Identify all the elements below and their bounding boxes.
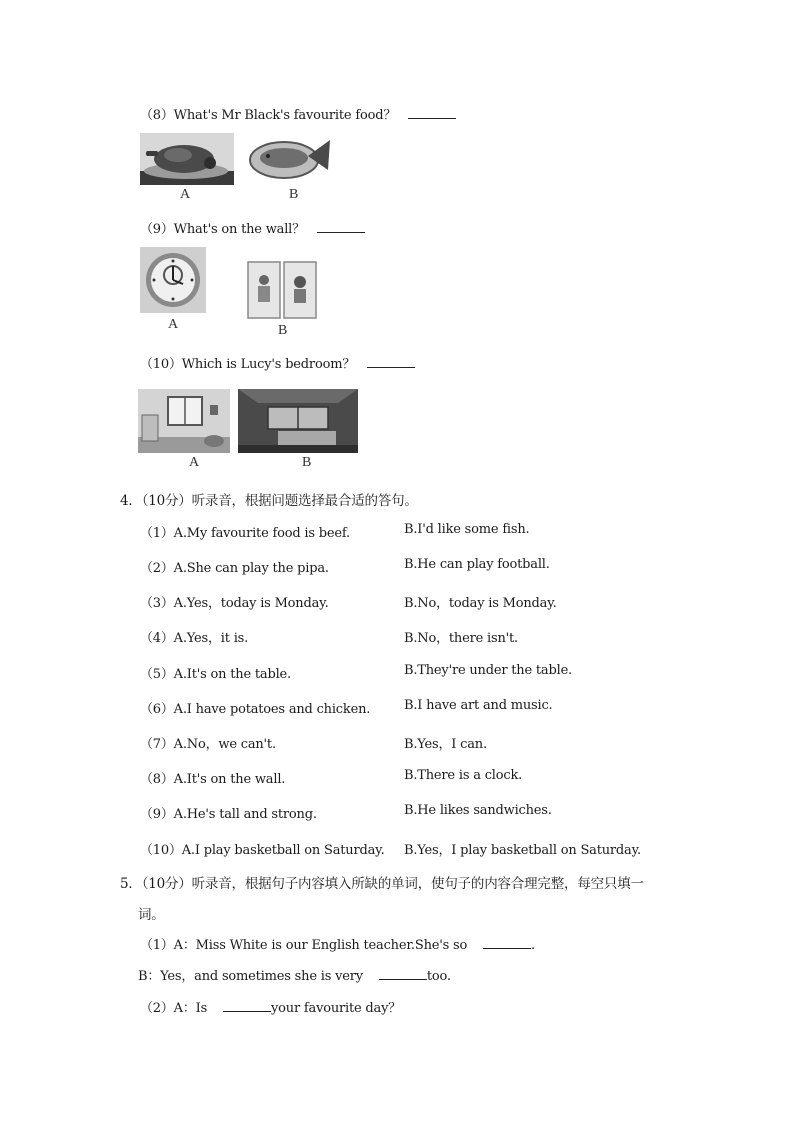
q9-option-a-label: A bbox=[168, 317, 179, 332]
sec4-item-7-b: B.Yes，I can. bbox=[404, 737, 487, 752]
wall-pictures-image bbox=[246, 258, 318, 320]
bedroom-b-image bbox=[238, 389, 358, 453]
sec4-item-8-b: B.There is a clock. bbox=[404, 768, 523, 783]
q9-question bbox=[140, 218, 365, 237]
q8-text: （8）What's Mr Black's favourite food？ bbox=[140, 108, 397, 123]
section-4-title: 4．（10分）听录音，根据问题选择最合适的答句。 bbox=[120, 493, 418, 509]
sec4-item-2-b: B.He can play football. bbox=[404, 557, 550, 572]
sec5-1a-end: . bbox=[531, 938, 535, 953]
sec5-sentence-1b bbox=[138, 965, 451, 984]
sec4-item-10-b: B.Yes，I play basketball on Saturday. bbox=[404, 843, 641, 858]
q8-answer-blank[interactable] bbox=[408, 106, 456, 119]
q10-option-a-label: A bbox=[189, 455, 200, 470]
sec4-item-9-a: （9）A.He's tall and strong. bbox=[140, 807, 317, 822]
sec4-item-4-b: B.No，there isn't. bbox=[404, 631, 518, 646]
section-5-title-line-2: 词。 bbox=[138, 907, 165, 923]
sec4-item-10-a: （10）A.I play basketball on Saturday. bbox=[140, 843, 385, 858]
q10-option-b-label: B bbox=[302, 455, 312, 470]
q9-text: （9）What's on the wall？ bbox=[140, 222, 305, 237]
q10-question bbox=[140, 353, 415, 372]
sec5-1b-end: too. bbox=[426, 969, 451, 984]
sec5-2a-end: your favourite day？ bbox=[271, 1001, 402, 1016]
sec5-1b-text: B：Yes，and sometimes she is very bbox=[138, 969, 363, 984]
q10-answer-blank[interactable] bbox=[367, 355, 415, 368]
bedroom-a-image bbox=[138, 389, 230, 453]
q9-option-b-label: B bbox=[278, 323, 288, 338]
sec5-1a-blank[interactable] bbox=[483, 936, 531, 949]
q10-text: （10）Which is Lucy's bedroom？ bbox=[140, 357, 356, 372]
sec5-2a-blank[interactable] bbox=[223, 999, 271, 1012]
sec4-item-3-a: （3）A.Yes，today is Monday. bbox=[140, 596, 329, 611]
sec5-1a-text: （1）A：Miss White is our English teacher.She's so bbox=[140, 938, 468, 953]
roast-chicken-image bbox=[140, 133, 234, 185]
q9-answer-blank[interactable] bbox=[317, 220, 365, 233]
section-5-title-line-1: 5．（10分）听录音，根据句子内容填入所缺的单词，使句子的内容合理完整，每空只填一 bbox=[120, 876, 644, 892]
sec5-1b-blank[interactable] bbox=[379, 967, 427, 980]
sec4-item-5-b: B.They're under the table. bbox=[404, 663, 572, 678]
sec4-item-3-b: B.No，today is Monday. bbox=[404, 596, 557, 611]
sec4-item-4-a: （4）A.Yes，it is. bbox=[140, 631, 249, 646]
q8-question bbox=[140, 104, 456, 123]
sec4-item-6-b: B.I have art and music. bbox=[404, 698, 553, 713]
sec5-2a-text: （2）A：Is bbox=[140, 1001, 208, 1016]
sec5-sentence-1a bbox=[140, 934, 535, 953]
q8-option-b-label: B bbox=[289, 187, 299, 202]
q8-option-a-label: A bbox=[180, 187, 191, 202]
sec4-item-7-a: （7）A.No，we can't. bbox=[140, 737, 276, 752]
sec4-item-2-a: （2）A.She can play the pipa. bbox=[140, 561, 329, 576]
fish-plate-image bbox=[246, 130, 332, 182]
sec5-sentence-2a bbox=[140, 997, 401, 1016]
wall-clock-image bbox=[140, 247, 206, 313]
sec4-item-8-a: （8）A.It's on the wall. bbox=[140, 772, 286, 787]
sec4-item-9-b: B.He likes sandwiches. bbox=[404, 803, 552, 818]
sec4-item-1-b: B.I'd like some fish. bbox=[404, 522, 530, 537]
sec4-item-6-a: （6）A.I have potatoes and chicken. bbox=[140, 702, 371, 717]
sec4-item-5-a: （5）A.It's on the table. bbox=[140, 667, 291, 682]
sec4-item-1-a: （1）A.My favourite food is beef. bbox=[140, 526, 350, 541]
